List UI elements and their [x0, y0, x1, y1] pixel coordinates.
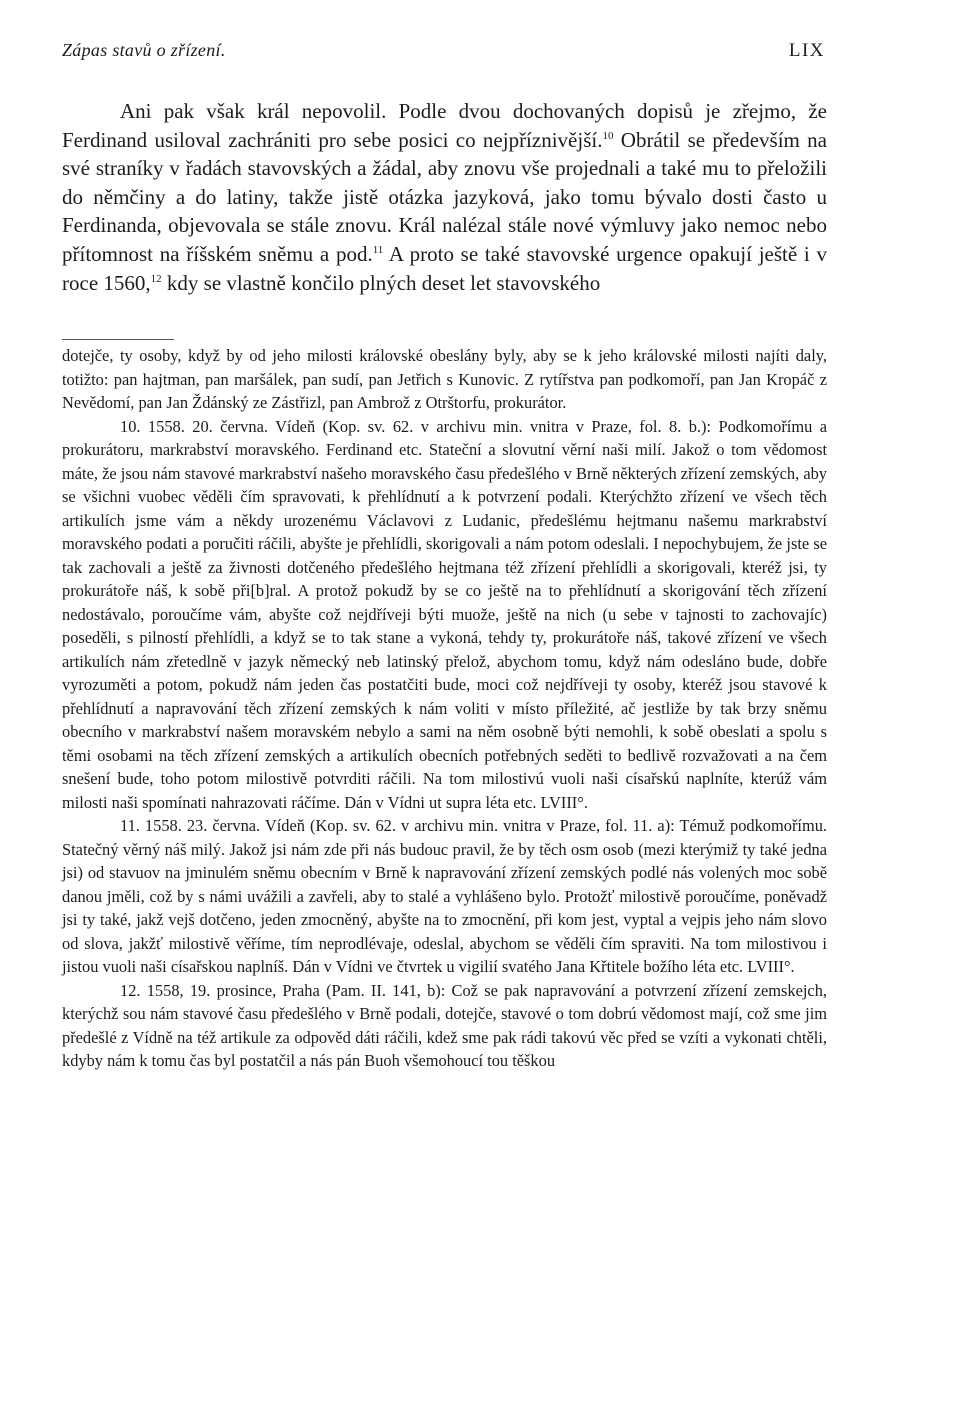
- footnote-divider: [62, 339, 174, 340]
- main-paragraph: [62, 97, 827, 297]
- footnote-ref-10: 10: [602, 129, 614, 142]
- running-title: Zápas stavů o zřízení.: [62, 40, 226, 60]
- main-text-part: Ani pak však král nepovolil. Podle dvou dochovaných dopisů je zřejmo, že Ferdinand usiloval zachrániti pro sebe posici co nejpříznivější.: [62, 99, 827, 152]
- footnote-10: 10. 1558. 20. června. Vídeň (Kop. sv. 62. v archivu min. vnitra v Praze, fol. 8. b.): Podkomořímu a prokurátoru, markrabství moravského. Ferdinand etc. Stateční a slovutní věrní naši milí. Jakož o tom vědomost máte, že jsou nám stavové markrabství našeho moravského času předešlého v Brně některých zřízení zemských, aby se všichni vuobec věděli čím spravovati, k přehlídnutí a k potvrzení podali. Kterýchžto zřízení ve všech těch artikulích jsme vám a někdy urozenému Václavovi z Ludanic, předešlému hejtmanu našemu markrabství moravského podati a poručiti ráčili, abyšte je přehlídli, skorigovali a nám potom odeslali. I nepochybujem, že jste se tak zachovali a ještě za živnosti dotčeného předešlého hejtmana též zřízení přehlídli a skorigovali, kteréž jsi, ty prokurátoře náš, k sobě při[b]ral. A protož pokudž by se co ještě na to přehlídnutí a skorigování těch zřízení nedostávalo, poroučíme vám, abyšte což nejdříveji býti muože, ještě na nich (u sebe v tajnosti to zachovajíc) poseděli, s pilností přehlídli, a když se to tak stane a vykoná, tehdy ty, prokurátoře náš, takové zřízení ve všech artikulích nám zřetedlně v jazyk německý neb latinský přelož, abychom tomu, když nám odesláno bude, dobře vyrozuměti a potom, pokudž nám jeden čas postatčiti bude, moci což nejdříveji ty osoby, kteréž jsou stavové k přehlídnutí a napravování těch zřízení zemských k nám voliti v místo příležité, ač jestliže by tak brzy sněmu obecního v markrabství našem moravském nebylo a sami na něm osobně býti nemohli, k sobě obeslati a spolu s těmi osobami na těch zřízení zemských a artikulích obecních potřebných seděti to bedlivě rozvažovati a na čem snešení bude, toho potom milostivě potvrditi ráčili. Na tom milostivú vuoli naši císařskú naplníte, kterúž vám milosti naši spomínati nahrazovati ráčíme. Dán v Vídni ut supra léta etc. LVIII°.: [62, 416, 827, 812]
- footnote-ref-11: 11: [372, 243, 384, 256]
- footnote-ref-12: 12: [150, 272, 162, 285]
- page-number: LIX: [788, 40, 825, 61]
- footnote-continuation: dotejče, ty osoby, když by od jeho milosti královské obeslány byly, aby se k jeho královské milosti najíti daly, totižto: pan hajtman, pan maršálek, pan sudí, pan Jetřich s Kunovic. Z rytířstva pan podkomoří, pan Jan Kropáč z Nevědomí, pan Jan Ždánský ze Zástřizl, pan Ambrož z Otrštorfu, prokurátor.: [62, 346, 827, 412]
- footnotes: [62, 344, 827, 1073]
- main-text: [62, 97, 827, 297]
- main-text-part: Obrátil se především na své straníky v řadách stavovských a žádal, aby znovu vše projednali a také mu to přeložili do němčiny a do latiny, takže jistě otázka jazyková, jako tomu bývalo dosti často u Ferdinanda, objevovala se stále znovu. Král nalézal stále nové výmluvy jako nemoc nebo přítomnost na říšském sněmu a pod.: [62, 127, 827, 266]
- main-text-part: A proto se také stavovské urgence opakují ještě i v roce 1560,: [62, 241, 827, 295]
- footnote-11: 11. 1558. 23. června. Vídeň (Kop. sv. 62. v archivu min. vnitra v Praze, fol. 11. a): Témuž podkomořímu. Statečný věrný náš milý. Jakož jsi nám zde při nás budouc pravil, že by těch osm osob (mezi kterýmiž ty také jedna jsi) od stavuov na jminulém sněmu obecním v Brně k napravování zřízení zemských podlé nás volených moc sobě danou jměli, což by s námi uvážili a zavřeli, aby to stalé a vyhlášeno bylo. Protožť milostivě poroučíme, poněvadž jsi ty také, jakž vejš dotčeno, jeden zmocněný, abyšte na to zmocnění, při kom jest, vyptal a vejpis jeho nám slovo od slova, jakžť milostivě věříme, tím neprodlévaje, odeslal, abychom se věděli čím spraviti. Na tom milostivou i jistou vuoli naši císařskou naplníš. Dán v Vídni ve čtvrtek u vigilií svatého Jana Křtitele božího léta etc. LVIII°.: [62, 816, 827, 976]
- main-text-part: kdy se vlastně končilo plných deset let stavovského: [161, 270, 601, 295]
- footnote-12: 12. 1558, 19. prosince, Praha (Pam. II. 141, b): Což se pak napravování a potvrzení zřízení zemskejch, kterýchž sou nám stavové času předešlého v Brně podali, dotejče, stavové o tom dobrú vědomost mají, což sme jim předešlé z Vídně na též artikule za odpověd dáti ráčili, kdež sme pak rádi takovú věc před se vzíti a vykonati chtěli, kdyby nám k tomu čas byl postatčil a nás pán Buoh všemohoucí tou těškou: [62, 980, 827, 1070]
- running-header: [62, 40, 825, 70]
